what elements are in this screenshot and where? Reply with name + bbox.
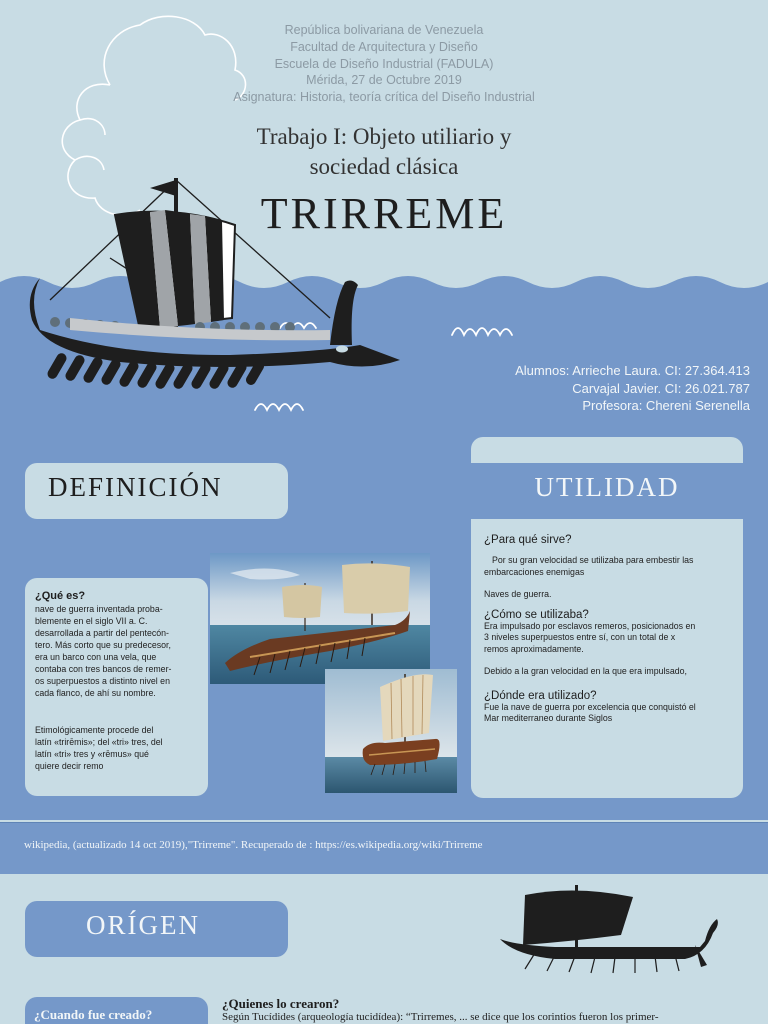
- text-line: latín «tri» tres y «rēmus» qué: [35, 749, 149, 759]
- text-line: os superpuestos a distinto nivel en: [35, 676, 170, 686]
- credits-line: Carvajal Javier. CI: 26.021.787: [572, 380, 750, 396]
- who-created-text: Según Tucídides (arqueología tucidídea): “Trirremes, ... se dice que los corintios fueron los primer-: [222, 1011, 659, 1023]
- answer-purpose: [484, 555, 732, 567]
- subtitle-line: Trabajo I: Objeto utiliario y: [256, 124, 512, 149]
- text-line: Era impulsado por esclavos remeros, posicionados en: [484, 620, 696, 631]
- what-is-card: [25, 578, 208, 796]
- text-line: Por su gran velocidad se utilizaba para embestir las: [492, 555, 694, 565]
- etymology-text: [35, 724, 197, 772]
- institution-block: [0, 22, 768, 106]
- credits-line: Alumnos: Arrieche Laura. CI: 27.364.413: [515, 363, 750, 378]
- text-line: tero. Más corto que su predecesor,: [35, 640, 171, 650]
- credits-line: Profesora: Chereni Serenella: [582, 398, 750, 413]
- text-line: quiere decir remo: [35, 761, 104, 771]
- subtitle-line: sociedad clásica: [309, 154, 459, 179]
- work-subtitle: [0, 122, 768, 182]
- text-line: desarrollada a partir del pentecón-: [35, 628, 169, 638]
- definition-title: DEFINICIÓN: [48, 472, 223, 502]
- text-line: Mar mediterraneo durante Siglos: [484, 713, 613, 723]
- trireme-sailing-photo: [325, 669, 457, 793]
- text-line: 3 niveles superpuestos entre sí, con un total de x: [484, 632, 676, 642]
- page-title: TRIRREME: [260, 189, 508, 238]
- header-banner: [0, 0, 768, 437]
- question-usage: ¿Cómo se utilizaba?: [484, 608, 589, 621]
- credits-block: [515, 362, 750, 415]
- answer-usage-extra: Debido a la gran velocidad en la que era impulsado,: [484, 666, 687, 676]
- question-purpose: ¿Para qué sirve?: [484, 534, 572, 546]
- text-line: blemente en el siglo VII a. C.: [35, 616, 148, 626]
- text-line: remos aproximadamente.: [484, 643, 584, 654]
- institution-line: Escuela de Diseño Industrial (FADULA): [274, 56, 494, 71]
- origin-section: [0, 875, 768, 1024]
- utility-content: [484, 534, 732, 725]
- answer-purpose-extra: Naves de guerra.: [484, 589, 552, 599]
- when-created-title: ¿Cuando fue creado?: [34, 1007, 153, 1022]
- institution-line: Facultad de Arquitectura y Diseño: [290, 39, 478, 54]
- institution-line: Asignatura: Historia, teoría crítica del Diseño Industrial: [233, 90, 535, 105]
- text-line: nave de guerra inventada proba-: [35, 604, 163, 614]
- text-line: cada flanco, de ahí su nombre.: [35, 688, 156, 698]
- text-line: era un barco con una vela, que: [35, 652, 157, 662]
- institution-line: República bolivariana de Venezuela: [284, 23, 484, 37]
- text-line: Etimológicamente procede del: [35, 725, 154, 735]
- who-created-title: ¿Quienes lo crearon?: [222, 996, 340, 1011]
- utility-title: UTILIDAD: [534, 472, 680, 502]
- text-line: Fue la nave de guerra por excelencia que conquistó el: [484, 701, 696, 712]
- text-line: contaba con tres bancos de remer-: [35, 664, 172, 674]
- reference-bar: [0, 822, 768, 874]
- what-is-heading: ¿Qué es?: [35, 590, 86, 602]
- reference-citation: wikipedia, (actualizado 14 oct 2019),"Trirreme". Recuperado de : https://es.wikipedia.org/wiki/Trirreme: [24, 839, 483, 851]
- text-line: embarcaciones enemigas: [484, 566, 585, 577]
- origin-title: ORÍGEN: [86, 910, 200, 940]
- question-where: ¿Dónde era utilizado?: [484, 689, 597, 702]
- trireme-photo: [210, 553, 430, 684]
- definition-utility-section: [0, 437, 768, 820]
- what-is-text: [35, 603, 197, 699]
- text-line: latín «trirēmis»; del «tri» tres, del: [35, 737, 163, 747]
- institution-line: Mérida, 27 de Octubre 2019: [306, 73, 462, 88]
- trireme-silhouette-icon: [495, 883, 725, 978]
